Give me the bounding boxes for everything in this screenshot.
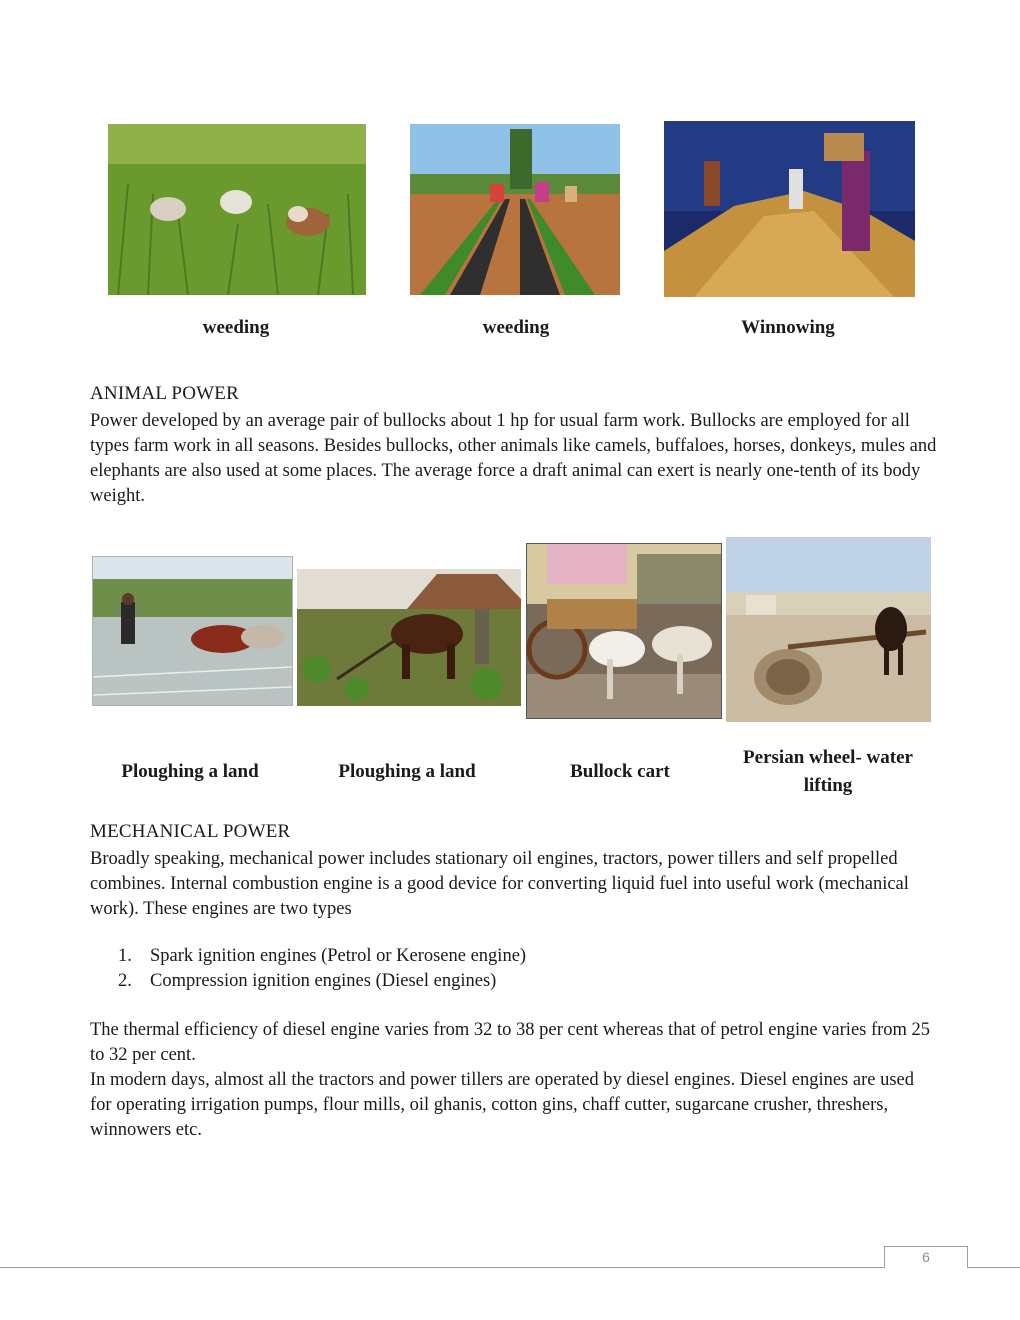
winnowing-grain-photo [664, 121, 915, 297]
animal-power-paragraph: Power developed by an average pair of bullocks about 1 hp for usual farm work. Bullocks are employed for all types farm work in all seasons. Besides bullocks, other animals like camels, buffaloes, horses, donkeys, mules and elephants are also used at some places. The average force a draft animal can exert is nearly one-tenth of its body weight. [90, 411, 937, 506]
mechanical-power-heading: MECHANICAL POWER [90, 821, 291, 842]
caption-ploughing-1: Ploughing a land [121, 761, 259, 782]
footer-rule [0, 1267, 1020, 1268]
list-item [118, 969, 526, 994]
list-text: Compression ignition engines (Diesel engines) [150, 971, 497, 991]
caption-weeding-1: weeding [202, 317, 270, 338]
page-number: 6 [922, 1249, 930, 1265]
list-number: 1. [118, 946, 132, 966]
weeding-vegetable-rows-photo [410, 124, 620, 295]
animal-power-heading: ANIMAL POWER [90, 383, 239, 404]
list-text: Spark ignition engines (Petrol or Kerosene engine) [150, 946, 527, 966]
weeding-rice-field-photo [108, 124, 366, 295]
list-item [118, 944, 526, 969]
ploughing-bullocks-photo [92, 556, 293, 706]
ploughing-horse-photo [297, 569, 521, 706]
engine-types-list [118, 944, 526, 994]
persian-wheel-photo [726, 537, 931, 722]
caption-ploughing-2: Ploughing a land [338, 761, 476, 782]
modern-usage-paragraph: In modern days, almost all the tractors and power tillers are operated by diesel engines. Diesel engines are used for operating irrigation pumps, flour mills, oil ghanis, cotton gins, chaff cutter, sugarcane crusher, threshers, winnowers etc. [90, 1070, 914, 1140]
caption-winnowing: Winnowing [741, 317, 835, 338]
efficiency-paragraph: The thermal efficiency of diesel engine varies from 32 to 38 per cent whereas that of petrol engine varies from 25 to 32 per cent. [90, 1020, 931, 1065]
caption-bullock-cart: Bullock cart [570, 761, 670, 782]
caption-weeding-2: weeding [482, 317, 550, 338]
bullock-cart-photo [526, 543, 722, 719]
mechanical-power-paragraph: Broadly speaking, mechanical power includes stationary oil engines, tractors, power tillers and self propelled combines. Internal combustion engine is a good device for converting liquid fuel into useful work (mechanical work). These engines are two types [90, 849, 909, 919]
caption-persian-wheel: Persian wheel- water lifting [743, 747, 913, 796]
list-number: 2. [118, 971, 132, 991]
